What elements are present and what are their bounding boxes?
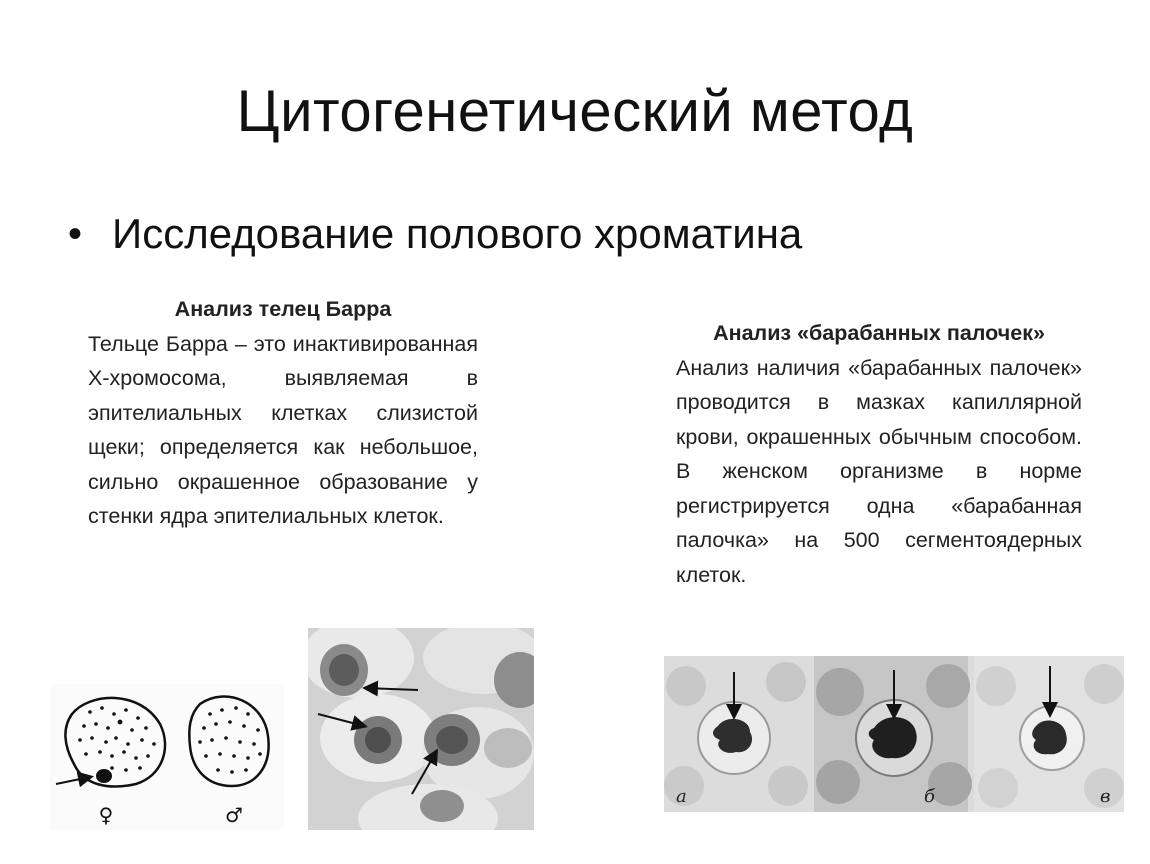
barr-body-section bbox=[88, 292, 478, 534]
blood-label-b: б bbox=[924, 786, 935, 807]
blood-label-a: а bbox=[676, 786, 687, 807]
barr-body-heading: Анализ телец Барра bbox=[174, 297, 392, 321]
blood-panel-c bbox=[974, 656, 1124, 812]
blood-panel-a bbox=[664, 656, 808, 812]
epithelial-micrograph-image bbox=[308, 628, 534, 830]
barr-body-text: Тельце Барра – это инактивированная Х-хромосома, выявляемая в эпителиальных клетках слизистой щеки; определяется как небольшое, сильно окрашенное образование у стенки ядра эпителиальных клеток. bbox=[88, 331, 478, 528]
bullet-icon: • bbox=[68, 211, 83, 256]
male-symbol: ♂ bbox=[225, 803, 243, 827]
bullet-item bbox=[68, 210, 802, 258]
bullet-text: Исследование полового хроматина bbox=[112, 210, 803, 257]
drumstick-section bbox=[676, 316, 1082, 592]
female-symbol: ♀ bbox=[98, 803, 114, 827]
slide-title: Цитогенетический метод bbox=[236, 79, 914, 144]
drumstick-micrograph-image bbox=[664, 656, 1124, 812]
male-nucleus bbox=[189, 697, 268, 786]
blood-label-c: в bbox=[1100, 786, 1111, 807]
drumstick-heading: Анализ «барабанных палочек» bbox=[713, 321, 1045, 345]
drumstick-text: Анализ наличия «барабанных палочек» проводится в мазках капиллярной крови, окрашенных обычным способом. В женском организме в норме регистрируется одна «барабанная палочка» на 500 сегментоядерных клеток. bbox=[676, 355, 1082, 587]
blood-panel-b bbox=[814, 656, 972, 812]
nuclei-diagram-image bbox=[50, 684, 284, 830]
female-nucleus bbox=[56, 698, 165, 787]
